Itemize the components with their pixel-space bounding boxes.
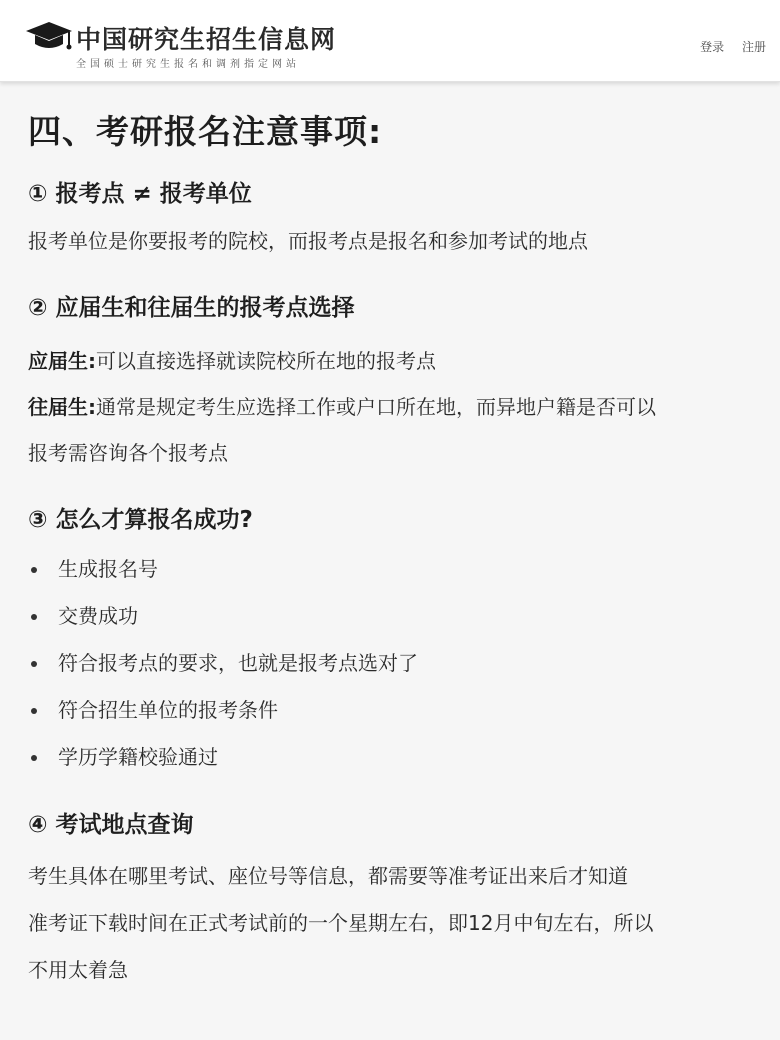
site-header bbox=[0, 0, 780, 82]
label-previous-graduate: 往届生: bbox=[28, 395, 96, 419]
list-item: 学历学籍校验通过 bbox=[28, 734, 768, 781]
brand-tagline: 全国硕士研究生报名和调剂指定网站 bbox=[76, 59, 300, 70]
section-heading: ① 报考点 ≠ 报考单位 bbox=[28, 181, 252, 207]
list-item: 符合招生单位的报考条件 bbox=[28, 687, 768, 734]
register-link[interactable]: 注册 bbox=[741, 40, 766, 54]
auth-links bbox=[686, 38, 766, 55]
label-fresh-graduate: 应届生: bbox=[28, 349, 96, 373]
section-2 bbox=[28, 292, 768, 476]
success-criteria-list bbox=[28, 546, 768, 781]
paragraph: 考生具体在哪里考试、座位号等信息，都需要等准考证出来后才知道 bbox=[28, 864, 628, 888]
section-heading: ② 应届生和往届生的报考点选择 bbox=[28, 295, 355, 321]
paragraph: 不用太着急 bbox=[28, 958, 128, 982]
paragraph-fresh-graduate bbox=[28, 338, 768, 384]
paragraph: 报考单位是你要报考的院校，而报考点是报名和参加考试的地点 bbox=[28, 229, 588, 253]
paragraph-previous-graduate bbox=[28, 384, 768, 430]
text-previous-graduate-line2: 报考需咨询各个报考点 bbox=[28, 441, 228, 465]
graduation-cap-icon[interactable] bbox=[24, 20, 74, 54]
list-item: 生成报名号 bbox=[28, 546, 768, 593]
section-3 bbox=[28, 504, 768, 781]
list-item: 交费成功 bbox=[28, 593, 768, 640]
text-fresh-graduate: 可以直接选择就读院校所在地的报考点 bbox=[96, 349, 436, 373]
section-heading: ③ 怎么才算报名成功? bbox=[28, 507, 253, 533]
list-item: 符合报考点的要求，也就是报考点选对了 bbox=[28, 640, 768, 687]
section-heading: ④ 考试地点查询 bbox=[28, 812, 194, 838]
section-1 bbox=[28, 178, 768, 264]
page-title: 四、考研报名注意事项: bbox=[28, 112, 383, 151]
article-content bbox=[28, 108, 768, 1022]
brand-name[interactable]: 中国研究生招生信息网 bbox=[76, 25, 337, 54]
login-link[interactable]: 登录 bbox=[700, 40, 725, 54]
text-previous-graduate-line1: 通常是规定考生应选择工作或户口所在地，而异地户籍是否可以 bbox=[96, 395, 656, 419]
paragraph: 准考证下载时间在正式考试前的一个星期左右，即12月中旬左右，所以 bbox=[28, 911, 654, 935]
section-4 bbox=[28, 809, 768, 994]
